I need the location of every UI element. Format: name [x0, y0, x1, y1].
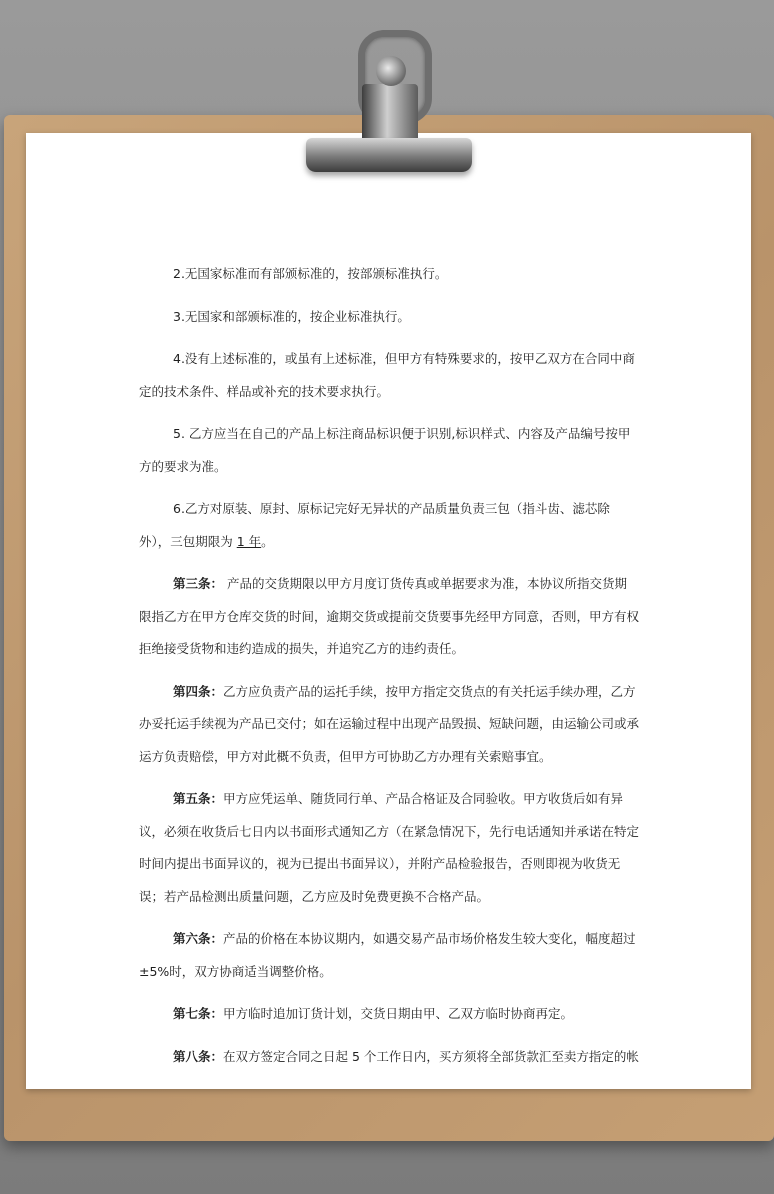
- article-3: [139, 568, 639, 666]
- article-label: 第八条：: [173, 1048, 224, 1064]
- warranty-period: 1 年: [236, 533, 262, 549]
- binder-clip: [296, 26, 478, 178]
- paragraph-text: 。: [261, 533, 274, 549]
- article-text: 甲方应凭运单、随货同行单、产品合格证及合同验收。甲方收货后如有异议，必须在收货后七日内以书面形式通知乙方（在紧急情况下，先行电话通知并承诺在特定时间内提出书面异议的，视为已提出书面异议），并附产品检验报告，否则即视为收货无误；若产品检测出质量问题，乙方应及时免费更换不合格产品。: [139, 791, 640, 904]
- paragraph-2: [139, 301, 639, 334]
- article-label: 第七条：: [173, 1006, 224, 1021]
- article-5: [139, 783, 639, 913]
- article-4: [139, 676, 639, 774]
- document-body: [139, 258, 639, 1083]
- paragraph-text: 6.乙方对原装、原封、原标记完好无异状的产品质量负责三包（指斗齿、滤芯除外），三包期限为: [139, 501, 610, 549]
- paragraph-3: [139, 343, 639, 408]
- article-label: 第三条：: [173, 576, 224, 591]
- article-6: [139, 923, 639, 988]
- paragraph-4: [139, 418, 639, 483]
- paragraph-text: 5. 乙方应当在自己的产品上标注商品标识便于识别,标识样式、内容及产品编号按甲方的要求为准。: [139, 426, 631, 474]
- article-text: 在双方签定合同之日起 5 个工作日内，买方须将全部货款汇至卖方指定的帐: [223, 1048, 639, 1064]
- article-text: 乙方应负责产品的运托手续，按甲方指定交货点的有关托运手续办理，乙方办妥托运手续视为产品已交付；如在运输过程中出现产品毁损、短缺问题，由运输公司或承运方负责赔偿，甲方对此概不负责，但甲方可协助乙方办理有关索赔事宜。: [139, 683, 640, 764]
- paragraph-5: [139, 493, 639, 558]
- article-text: 产品的交货期限以甲方月度订货传真或单据要求为准，本协议所指交货期限指乙方在甲方仓库交货的时间，逾期交货或提前交货要事先经甲方同意，否则，甲方有权拒绝接受货物和违约造成的损失，并追究乙方的违约责任。: [139, 576, 640, 656]
- article-label: 第四条：: [173, 683, 224, 699]
- clip-rivet: [376, 56, 406, 86]
- article-text: 产品的价格在本协议期内，如遇交易产品市场价格发生较大变化，幅度超过±5%时，双方协商适当调整价格。: [139, 931, 636, 979]
- paragraph-text: 3.无国家和部颁标准的，按企业标准执行。: [173, 308, 410, 324]
- article-label: 第六条：: [173, 931, 224, 946]
- paragraph-1: [139, 258, 639, 291]
- paragraph-text: 2.无国家标准而有部颁标准的，按部颁标准执行。: [173, 266, 448, 281]
- article-7: [139, 998, 639, 1031]
- article-text: 甲方临时追加订货计划，交货日期由甲、乙双方临时协商再定。: [223, 1006, 574, 1021]
- article-8: [139, 1041, 639, 1074]
- paragraph-text: 4.没有上述标准的，或虽有上述标准，但甲方有特殊要求的，按甲乙双方在合同中商定的技术条件、样品或补充的技术要求执行。: [139, 351, 635, 399]
- article-label: 第五条：: [173, 791, 224, 806]
- clip-base: [306, 138, 472, 172]
